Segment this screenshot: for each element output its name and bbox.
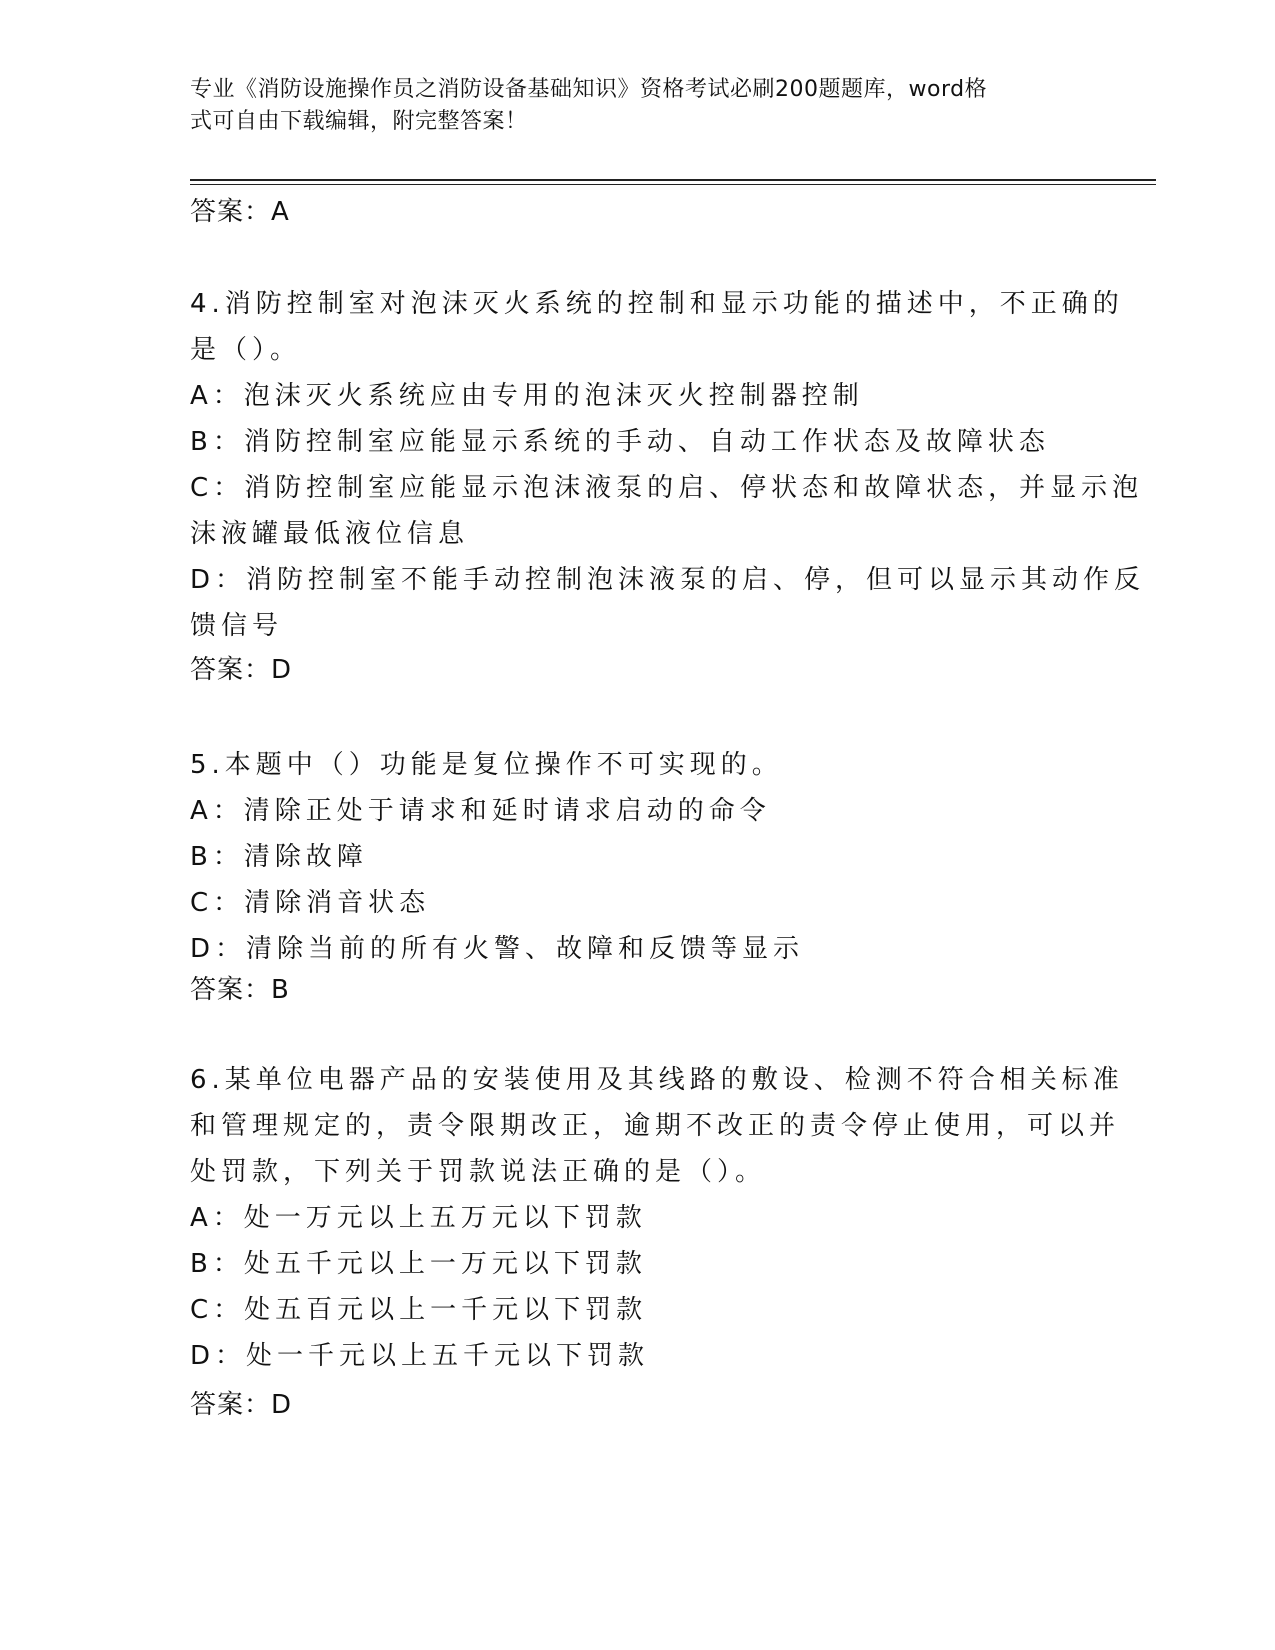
header-divider-thick: [190, 179, 1156, 181]
question-6-option-d: D：处一千元以上五千元以下罚款: [190, 1341, 650, 1371]
answer-q5: 答案：B: [190, 975, 290, 1005]
question-5-option-b: B：清除故障: [190, 842, 368, 872]
answer-q3: 答案：A: [190, 197, 290, 227]
question-4-option-d-line-2: 馈信号: [190, 611, 284, 641]
question-4-option-c-line-1: C：消防控制室应能显示泡沫液泵的启、停状态和故障状态，并显示泡: [190, 473, 1144, 503]
question-6-option-b: B：处五千元以上一万元以下罚款: [190, 1249, 647, 1279]
header-line-1: 专业《消防设施操作员之消防设备基础知识》资格考试必刷200题题库，word格: [190, 77, 988, 102]
question-6-stem-line-2: 和管理规定的，责令限期改正，逾期不改正的责令停止使用，可以并: [190, 1111, 1121, 1141]
document-header: [190, 74, 1070, 138]
question-4: [190, 281, 1146, 649]
question-4-option-c-line-2: 沫液罐最低液位信息: [190, 519, 470, 549]
question-4-stem-line-2: 是（）。: [190, 335, 302, 365]
question-5-option-a: A：清除正处于请求和延时请求启动的命令: [190, 796, 771, 826]
question-6-stem-line-1: 6.某单位电器产品的安装使用及其线路的敷设、检测不符合相关标准: [190, 1065, 1124, 1095]
question-4-option-d-line-1: D：消防控制室不能手动控制泡沫液泵的启、停，但可以显示其动作反: [190, 565, 1146, 595]
question-6-option-c: C：处五百元以上一千元以下罚款: [190, 1295, 648, 1325]
header-line-2: 式可自由下载编辑，附完整答案！: [190, 109, 528, 134]
question-5-option-c: C：清除消音状态: [190, 888, 431, 918]
question-6: [190, 1057, 1124, 1379]
header-divider-thin: [190, 184, 1156, 185]
question-5: [190, 742, 1090, 972]
question-4-stem-line-1: 4.消防控制室对泡沫灭火系统的控制和显示功能的描述中，不正确的: [190, 289, 1124, 319]
question-5-option-d: D：清除当前的所有火警、故障和反馈等显示: [190, 934, 805, 964]
question-6-stem-line-3: 处罚款，下列关于罚款说法正确的是（）。: [190, 1157, 767, 1187]
question-5-stem-line-1: 5.本题中（）功能是复位操作不可实现的。: [190, 750, 783, 780]
question-4-option-b: B：消防控制室应能显示系统的手动、自动工作状态及故障状态: [190, 427, 1050, 457]
question-4-option-a: A：泡沫灭火系统应由专用的泡沫灭火控制器控制: [190, 381, 864, 411]
answer-q6: 答案：D: [190, 1390, 293, 1420]
question-6-option-a: A：处一万元以上五万元以下罚款: [190, 1203, 647, 1233]
answer-q4: 答案：D: [190, 655, 293, 685]
